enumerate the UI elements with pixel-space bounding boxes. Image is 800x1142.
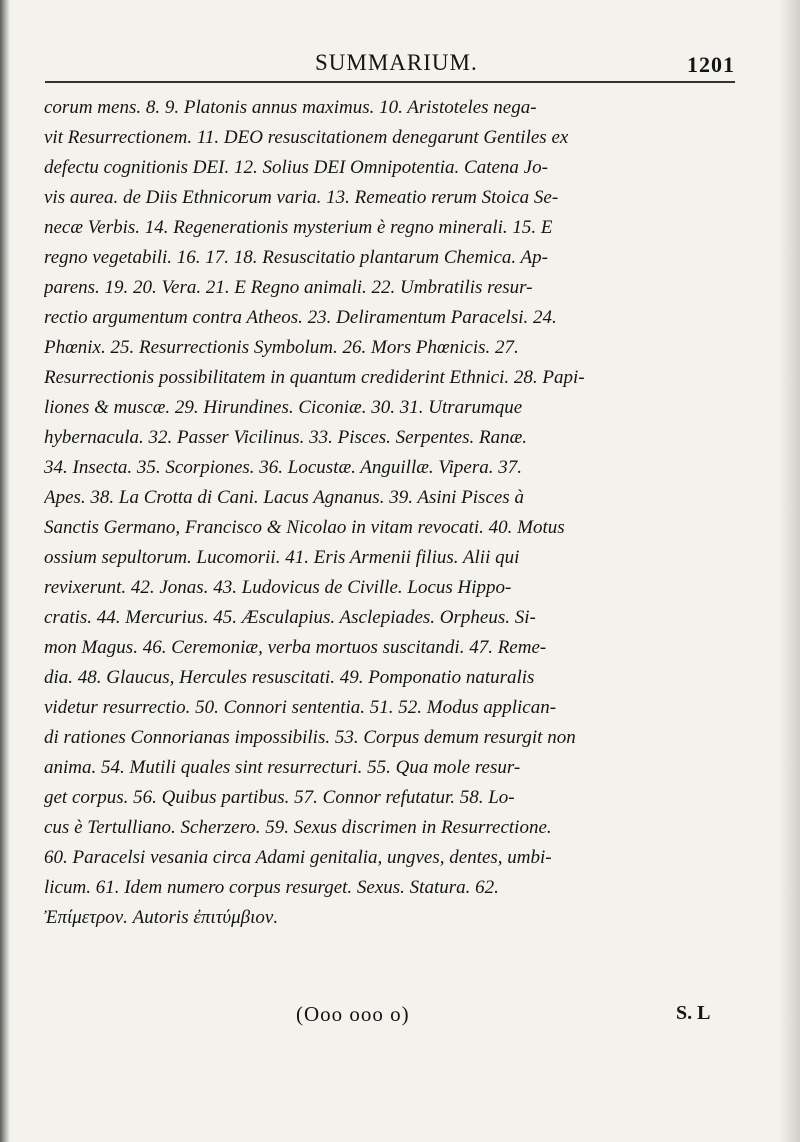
text-line: 60. Paracelsi vesania circa Adami genitalia, ungves, dentes, umbi-	[44, 847, 552, 868]
page-header	[45, 50, 735, 86]
page-number: 1201	[687, 52, 735, 77]
text-line: anima. 54. Mutili quales sint resurrecturi. 55. Qua mole resur-	[44, 757, 521, 778]
text-line: Sanctis Germano, Francisco & Nicolao in vitam revocati. 40. Motus	[44, 517, 565, 538]
text-line: Phœnix. 25. Resurrectionis Symbolum. 26. Mors Phœnicis. 27.	[44, 337, 519, 358]
text-line: vis aurea. de Diis Ethnicorum varia. 13. Remeatio rerum Stoica Se-	[44, 187, 559, 208]
text-line: rectio argumentum contra Atheos. 23. Deliramentum Paracelsi. 24.	[44, 307, 557, 328]
text-line: vit Resurrectionem. 11. DEO resuscitationem denegarunt Gentiles ex	[44, 127, 569, 148]
signature-mark: (Ooo ooo o)	[296, 1002, 410, 1026]
page-binding-edge	[0, 0, 10, 1142]
text-line: revixerunt. 42. Jonas. 43. Ludovicus de Civille. Locus Hippo-	[44, 577, 512, 598]
text-line: get corpus. 56. Quibus partibus. 57. Connor refutatur. 58. Lo-	[44, 787, 515, 808]
text-line: corum mens. 8. 9. Platonis annus maximus. 10. Aristoteles nega-	[44, 97, 537, 118]
header-rule	[45, 81, 735, 83]
catchword: S. L	[676, 1002, 711, 1024]
show-through-bleed	[300, 930, 720, 1010]
text-line: hybernacula. 32. Passer Vicilinus. 33. Pisces. Serpentes. Ranæ.	[44, 427, 528, 448]
text-line: parens. 19. 20. Vera. 21. E Regno animali. 22. Umbratilis resur-	[44, 277, 533, 298]
text-line: licum. 61. Idem numero corpus resurget. Sexus. Statura. 62.	[44, 877, 499, 898]
text-line: regno vegetabili. 16. 17. 18. Resuscitatio plantarum Chemica. Ap-	[44, 247, 548, 268]
text-line: cratis. 44. Mercurius. 45. Æsculapius. Asclepiades. Orpheus. Si-	[44, 607, 536, 628]
text-line: Resurrectionis possibilitatem in quantum crediderint Ethnici. 28. Papi-	[44, 367, 585, 388]
text-line: mon Magus. 46. Ceremoniæ, verba mortuos suscitandi. 47. Reme-	[44, 637, 547, 658]
running-title: SUMMARIUM.	[315, 50, 478, 75]
text-line: dia. 48. Glaucus, Hercules resuscitati. 49. Pomponatio naturalis	[44, 667, 535, 688]
text-line: cus è Tertulliano. Scherzero. 59. Sexus discrimen in Resurrectione.	[44, 817, 552, 838]
text-line: videtur resurrectio. 50. Connori sententia. 51. 52. Modus applican-	[44, 697, 557, 718]
text-line: 34. Insecta. 35. Scorpiones. 36. Locustæ. Anguillæ. Vipera. 37.	[44, 457, 522, 478]
text-line: di rationes Connorianas impossibilis. 53. Corpus demum resurgit non	[44, 727, 576, 748]
text-line: Apes. 38. La Crotta di Cani. Lacus Agnanus. 39. Asini Pisces à	[44, 487, 524, 508]
summary-text	[44, 93, 739, 933]
text-line: Ἐπίμετρον. Autoris ἐπιτύμβιον.	[44, 907, 279, 928]
text-line: ossium sepultorum. Lucomorii. 41. Eris Armenii filius. Alii qui	[44, 547, 520, 568]
page-outer-edge	[778, 0, 800, 1142]
text-line: defectu cognitionis DEI. 12. Solius DEI Omnipotentia. Catena Jo-	[44, 157, 548, 178]
text-line: necæ Verbis. 14. Regenerationis mysterium è regno minerali. 15. E	[44, 217, 553, 238]
text-line: liones & muscæ. 29. Hirundines. Ciconiæ. 30. 31. Utrarumque	[44, 397, 523, 418]
